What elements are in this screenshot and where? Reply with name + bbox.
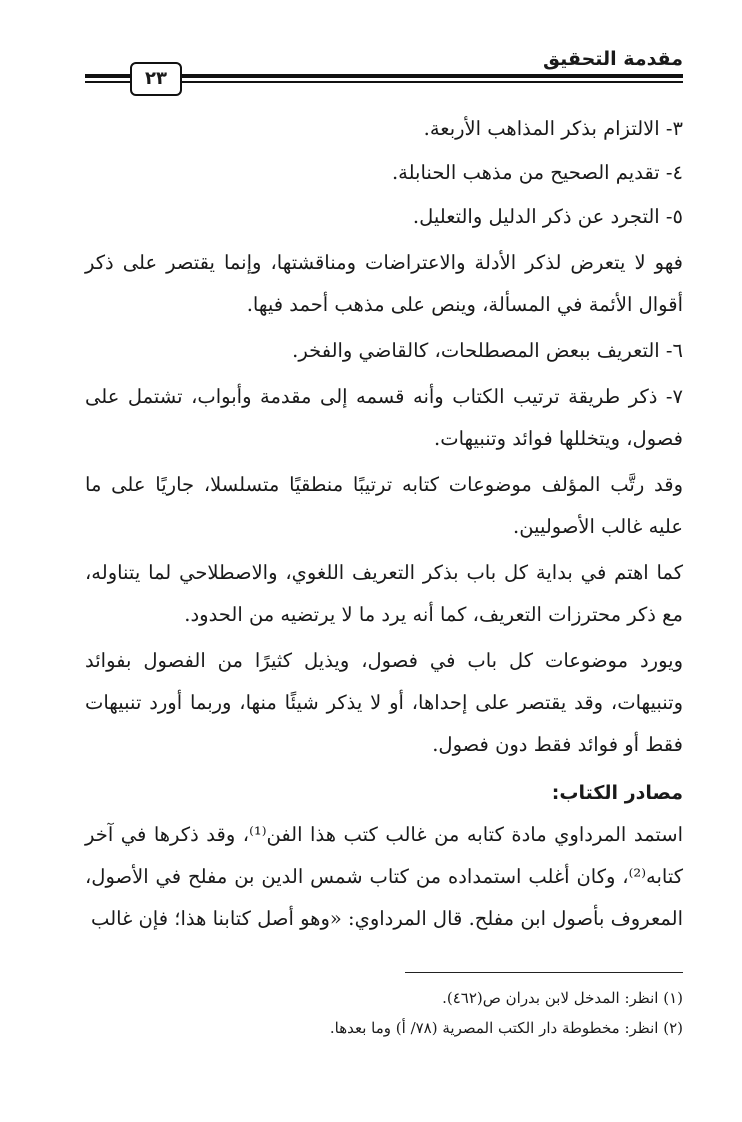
list-item-7: ٧- ذكر طريقة ترتيب الكتاب وأنه قسمه إلى مقدمة وأبواب، تشتمل على فصول، ويتخللها فوائد وتنبيهات.: [85, 385, 683, 450]
list-item-6: ٦- التعريف ببعض المصطلحات، كالقاضي والفخر.: [292, 339, 683, 362]
section-heading: مصادر الكتاب:: [551, 782, 683, 804]
footnote-2: (٢) انظر: مخطوطة دار الكتب المصرية (٧٨/ أ) وما بعدها.: [329, 1019, 683, 1037]
paragraph-arrangement: وقد رتَّب المؤلف موضوعات كتابه ترتيبًا منطقيًا متسلسلا، جاريًا على ما عليه غالب الأصوليين.: [85, 473, 683, 538]
list-item-3: ٣- الالتزام بذكر المذاهب الأربعة.: [423, 117, 683, 140]
footnote-1: (١) انظر: المدخل لابن بدران ص(٤٦٢).: [442, 989, 683, 1007]
list-item-4: ٤- تقديم الصحيح من مذهب الحنابلة.: [391, 161, 683, 184]
paragraph-definitions: كما اهتم في بداية كل باب بذكر التعريف اللغوي، والاصطلاحي لما يتناوله، مع ذكر محترزات التعريف، كما أنه يرد ما لا يرتضيه من الحدود.: [85, 561, 683, 626]
list-item-5: ٥- التجرد عن ذكر الدليل والتعليل.: [412, 205, 683, 228]
footnote-rule: [405, 972, 683, 973]
footnotes: [85, 972, 683, 1043]
page-body: [85, 108, 683, 940]
paragraph-sources: استمد المرداوي مادة كتابه من غالب كتب هذا الفن⁽¹⁾، وقد ذكرها في آخر كتابه⁽²⁾، وكان أغلب استمداده من كتاب شمس الدين بن مفلح في الأصول، المعروف بأصول ابن مفلح. قال المرداوي: «وهو أصل كتابنا هذا؛ فإن غالب: [85, 823, 683, 930]
page-header: [85, 44, 683, 96]
page-number: ٢٣: [130, 62, 182, 96]
paragraph-evidence: فهو لا يتعرض لذكر الأدلة والاعتراضات ومناقشتها، وإنما يقتصر على ذكر أقوال الأئمة في المسألة، وينص على مذهب أحمد فيها.: [85, 251, 683, 316]
running-title: مقدمة التحقيق: [543, 48, 683, 70]
paragraph-chapters: ويورد موضوعات كل باب في فصول، ويذيل كثيرًا من الفصول بفوائد وتنبيهات، وقد يقتصر على إحداها، أو لا يذكر شيئًا منها، وربما أورد تنبيهات فقط أو فوائد فقط دون فصول.: [85, 649, 683, 756]
